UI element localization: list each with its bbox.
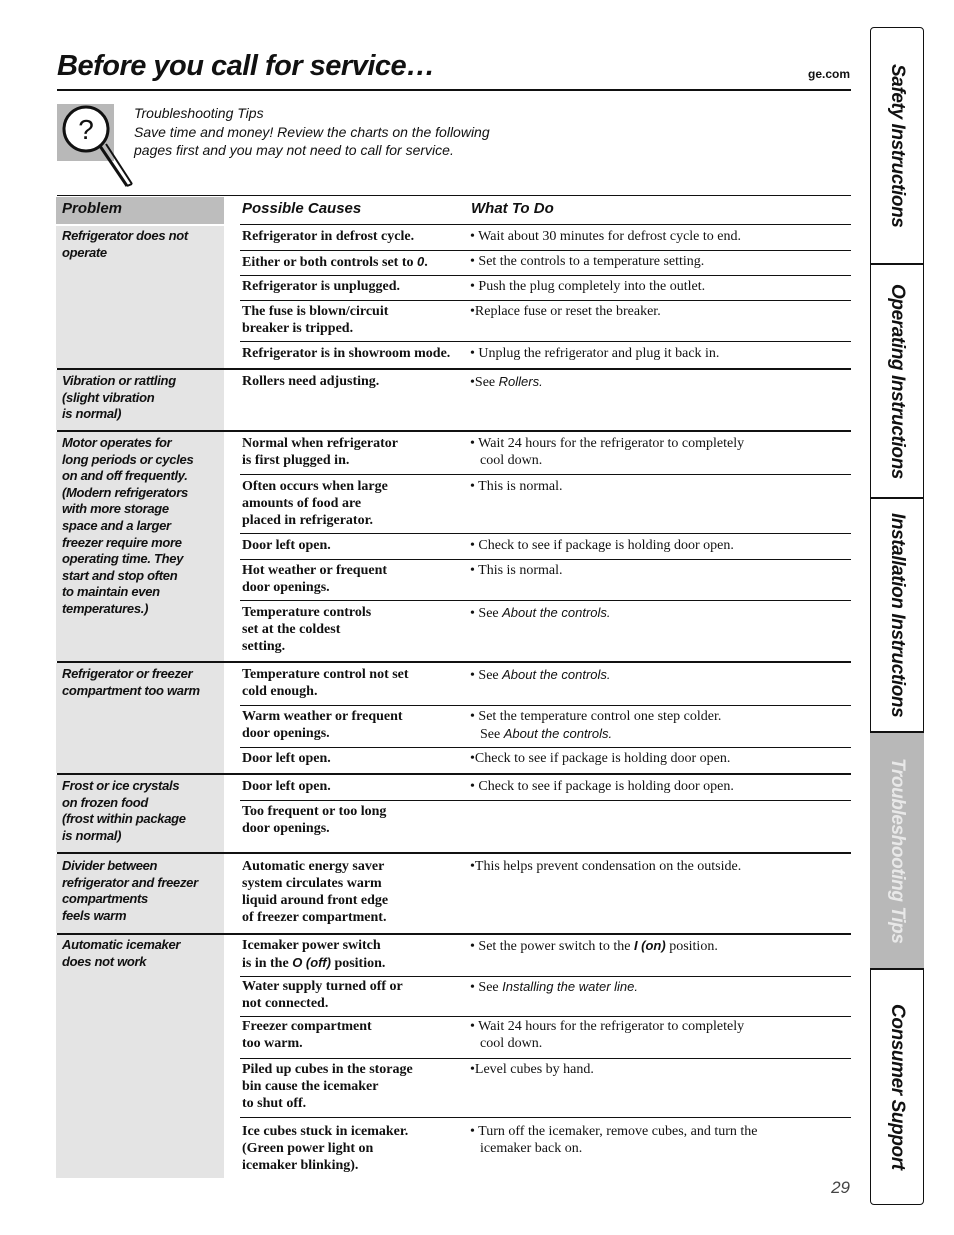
problem-cell: Refrigerator or freezer compartment too warm bbox=[62, 666, 200, 698]
cause-cell: Refrigerator is in showroom mode. bbox=[242, 346, 451, 361]
intro-line: Save time and money! Review the charts on the following bbox=[134, 123, 490, 140]
header-rule bbox=[240, 224, 851, 225]
column-header-causes: Possible Causes bbox=[242, 200, 362, 217]
todo-cell: •Replace fuse or reset the breaker. bbox=[470, 304, 661, 319]
tab-troubleshooting-tips[interactable]: Troubleshooting Tips bbox=[870, 733, 924, 970]
todo-cell: • Set the temperature control one step colder. See About the controls. bbox=[470, 709, 722, 742]
todo-cell: • Wait 24 hours for the refrigerator to completely cool down. bbox=[470, 1019, 745, 1051]
problem-cell: Vibration or rattling (slight vibration is normal) bbox=[62, 373, 176, 422]
row-rule bbox=[240, 474, 851, 475]
row-rule bbox=[240, 250, 851, 251]
tab-operating-instructions[interactable]: Operating Instructions bbox=[870, 265, 924, 499]
cause-cell: Automatic energy saver system circulates warm liquid around front edge of freezer compartment. bbox=[242, 859, 389, 925]
row-rule bbox=[240, 747, 851, 748]
todo-cell: •See Rollers. bbox=[470, 374, 543, 390]
cause-cell: Often occurs when large amounts of food are placed in refrigerator. bbox=[242, 479, 388, 528]
todo-cell: • See About the controls. bbox=[470, 605, 611, 621]
svg-text:?: ? bbox=[78, 114, 94, 145]
row-rule bbox=[240, 533, 851, 534]
row-rule bbox=[240, 1016, 851, 1017]
problem-cell: Automatic icemaker does not work bbox=[62, 937, 181, 969]
todo-cell: • Check to see if package is holding door open. bbox=[470, 538, 734, 553]
cause-cell: Piled up cubes in the storage bin cause the icemaker to shut off. bbox=[242, 1062, 413, 1111]
todo-cell: • Set the controls to a temperature setting. bbox=[470, 254, 705, 269]
cause-cell: Door left open. bbox=[242, 751, 331, 766]
todo-cell: • Unplug the refrigerator and plug it back in. bbox=[470, 346, 720, 361]
row-rule bbox=[240, 976, 851, 977]
cause-cell: Water supply turned off or not connected. bbox=[242, 979, 403, 1011]
row-rule bbox=[240, 800, 851, 801]
intro-text bbox=[134, 104, 554, 160]
todo-cell: •Level cubes by hand. bbox=[470, 1062, 594, 1077]
cause-cell: Ice cubes stuck in icemaker. (Green power light on icemaker blinking). bbox=[242, 1124, 409, 1173]
intro-line: pages first and you may not need to call for service. bbox=[134, 142, 454, 158]
row-rule bbox=[240, 705, 851, 706]
cause-cell: Either or both controls set to 0. bbox=[242, 254, 428, 270]
page-title: Before you call for service… bbox=[57, 50, 435, 82]
todo-cell: • Turn off the icemaker, remove cubes, and turn the icemaker back on. bbox=[470, 1124, 758, 1156]
row-rule bbox=[240, 1058, 851, 1059]
site-url: ge.com bbox=[807, 67, 850, 81]
todo-cell: • Wait 24 hours for the refrigerator to completely cool down. bbox=[470, 436, 745, 468]
cause-cell: Temperature controls set at the coldest setting. bbox=[242, 605, 372, 654]
todo-cell: •This helps prevent condensation on the outside. bbox=[470, 859, 742, 874]
todo-cell: • See About the controls. bbox=[470, 667, 611, 683]
cause-cell: Warm weather or frequent door openings. bbox=[242, 709, 403, 741]
column-header-problem: Problem bbox=[62, 200, 123, 217]
tab-installation-instructions[interactable]: Installation Instructions bbox=[870, 499, 924, 733]
cause-cell: Normal when refrigerator is first plugged in. bbox=[242, 436, 399, 468]
cause-cell: The fuse is blown/circuit breaker is tripped. bbox=[242, 304, 389, 336]
problem-cell: Frost or ice crystals on frozen food (frost within package is normal) bbox=[62, 778, 186, 843]
row-rule bbox=[240, 275, 851, 276]
cause-cell: Icemaker power switch is in the O (off) position. bbox=[242, 938, 386, 971]
problem-cell: Refrigerator does not operate bbox=[62, 228, 188, 260]
todo-cell: • This is normal. bbox=[470, 479, 563, 494]
todo-cell: • Check to see if package is holding door open. bbox=[470, 779, 734, 794]
cause-cell: Refrigerator in defrost cycle. bbox=[242, 229, 415, 244]
page-number: 29 bbox=[831, 1178, 850, 1197]
tab-consumer-support[interactable]: Consumer Support bbox=[887, 1004, 908, 1170]
todo-cell: • Push the plug completely into the outlet. bbox=[470, 279, 706, 294]
row-rule bbox=[240, 341, 851, 342]
todo-cell: • Wait about 30 minutes for defrost cycle to end. bbox=[470, 229, 742, 244]
todo-cell: • See Installing the water line. bbox=[470, 979, 638, 995]
todo-cell: •Check to see if package is holding door open. bbox=[470, 751, 731, 766]
column-header-todo: What To Do bbox=[471, 200, 554, 217]
problem-cell: Divider between refrigerator and freezer compartments feels warm bbox=[62, 858, 198, 923]
problem-cell-bg bbox=[56, 935, 224, 1178]
cause-cell: Freezer compartment too warm. bbox=[242, 1019, 372, 1051]
tab-safety-instructions[interactable]: Safety Instructions bbox=[870, 28, 924, 265]
cause-cell: Rollers need adjusting. bbox=[242, 374, 380, 389]
cause-cell: Too frequent or too long door openings. bbox=[242, 804, 387, 836]
table-top-rule bbox=[57, 195, 851, 196]
problem-cell: Motor operates for long periods or cycles on and off frequently. (Modern refrigerators with more storage space and a larger freezer require more operating time. They start and stop often to maintain even temperatures.) bbox=[62, 435, 194, 616]
intro-line: Troubleshooting Tips bbox=[134, 105, 264, 121]
cause-cell: Hot weather or frequent door openings. bbox=[242, 563, 388, 595]
cause-cell: Temperature control not set cold enough. bbox=[242, 667, 409, 699]
row-rule bbox=[240, 559, 851, 560]
cause-cell: Refrigerator is unplugged. bbox=[242, 279, 401, 294]
todo-cell: • Set the power switch to the I (on) position. bbox=[470, 938, 718, 954]
cause-cell: Door left open. bbox=[242, 779, 331, 794]
question-magnifier-icon bbox=[57, 104, 137, 190]
todo-cell: • This is normal. bbox=[470, 563, 563, 578]
row-rule bbox=[240, 300, 851, 301]
row-rule bbox=[240, 600, 851, 601]
row-rule bbox=[240, 1117, 851, 1118]
cause-cell: Door left open. bbox=[242, 538, 331, 553]
title-rule bbox=[57, 89, 851, 91]
